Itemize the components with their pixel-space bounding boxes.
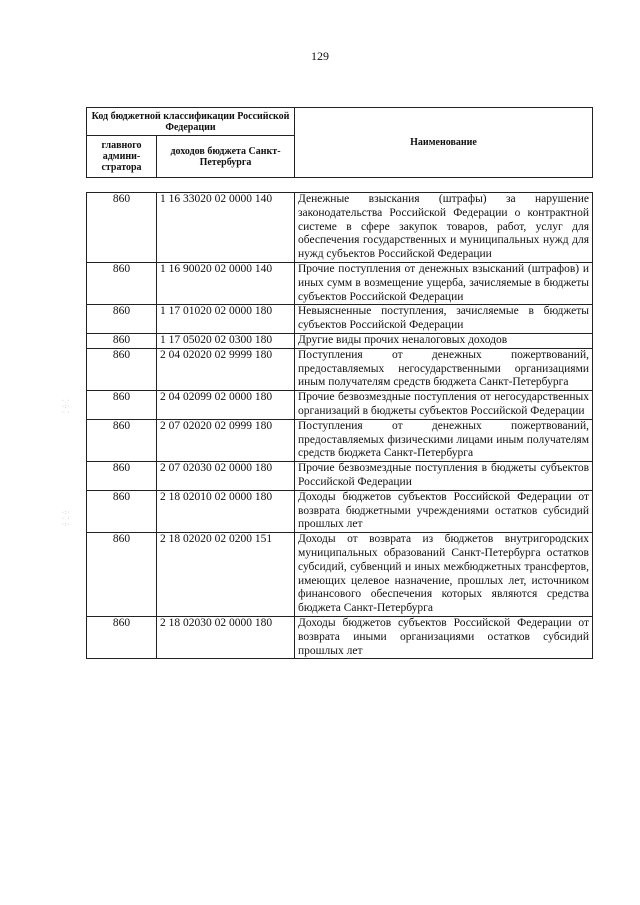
income-code-cell: 2 04 02020 02 9999 180 [157,348,295,390]
admin-code-cell: 860 [87,533,157,617]
name-cell: Невыясненные поступления, зачисляемые в бюджеты субъектов Российской Федерации [295,305,593,334]
admin-code-cell: 860 [87,419,157,461]
admin-code-cell: 860 [87,391,157,420]
scan-artifact: · · ·:· · · [62,398,71,416]
table-row [87,262,593,304]
income-code-cell: 2 04 02099 02 0000 180 [157,391,295,420]
income-code-cell: 1 17 05020 02 0300 180 [157,333,295,348]
table-row [87,348,593,390]
admin-code-cell: 860 [87,305,157,334]
table-row [87,462,593,491]
name-cell: Другие виды прочих неналоговых доходов [295,333,593,348]
admin-code-cell: 860 [87,462,157,491]
table-row [87,616,593,658]
admin-code-cell: 860 [87,262,157,304]
header-name: Наименование [295,108,593,178]
header-admin: главного админи-стратора [87,136,157,178]
admin-code-cell: 860 [87,193,157,263]
income-code-cell: 2 07 02020 02 0999 180 [157,419,295,461]
income-code-cell: 1 17 01020 02 0000 180 [157,305,295,334]
income-code-cell: 2 18 02020 02 0200 151 [157,533,295,617]
admin-code-cell: 860 [87,490,157,532]
scan-artifact: ·:· · · ·:· [62,510,71,528]
page-number: 129 [311,49,329,63]
table-header [86,107,593,178]
table-row [87,490,593,532]
table-row [87,193,593,263]
name-cell: Доходы от возврата из бюджетов внутригородских муниципальных образований Санкт-Петербурга остатков субсидий, субвенций и иных межбюджетных трансфертов, имеющих целевое назначение, прошлых лет, источником финансового обеспечения которых являются средства бюджета Санкт-Петербурга [295,533,593,617]
name-cell: Поступления от денежных пожертвований, предоставляемых негосударственными организациями иным получателям средств бюджета Санкт-Петербурга [295,348,593,390]
income-code-cell: 1 16 33020 02 0000 140 [157,193,295,263]
income-table [86,192,593,659]
name-cell: Доходы бюджетов субъектов Российской Федерации от возврата иными организациями остатков субсидий прошлых лет [295,616,593,658]
admin-code-cell: 860 [87,616,157,658]
table-row [87,333,593,348]
name-cell: Прочие безвозмездные поступления в бюджеты субъектов Российской Федерации [295,462,593,491]
table-row [87,391,593,420]
admin-code-cell: 860 [87,333,157,348]
table-row [87,419,593,461]
name-cell: Прочие поступления от денежных взысканий (штрафов) и иных сумм в возмещение ущерба, зачисляемые в бюджеты субъектов Российской Федерации [295,262,593,304]
name-cell: Поступления от денежных пожертвований, предоставляемых физическими лицами иным получателям средств бюджета Санкт-Петербурга [295,419,593,461]
table-row [87,533,593,617]
income-code-cell: 1 16 90020 02 0000 140 [157,262,295,304]
name-cell: Прочие безвозмездные поступления от негосударственных организаций в бюджеты субъектов Российской Федерации [295,391,593,420]
table-row [87,305,593,334]
admin-code-cell: 860 [87,348,157,390]
income-code-cell: 2 18 02030 02 0000 180 [157,616,295,658]
income-code-cell: 2 18 02010 02 0000 180 [157,490,295,532]
income-code-cell: 2 07 02030 02 0000 180 [157,462,295,491]
name-cell: Денежные взыскания (штрафы) за нарушение законодательства Российской Федерации о контрактной системе в сфере закупок товаров, работ, услуг для обеспечения государственных и муниципальных нужд для нужд субъектов Российской Федерации [295,193,593,263]
header-income: доходов бюджета Санкт-Петербурга [157,136,295,178]
name-cell: Доходы бюджетов субъектов Российской Федерации от возврата бюджетными учреждениями остатков субсидий прошлых лет [295,490,593,532]
header-group-code: Код бюджетной классификации Российской Федерации [87,108,295,136]
